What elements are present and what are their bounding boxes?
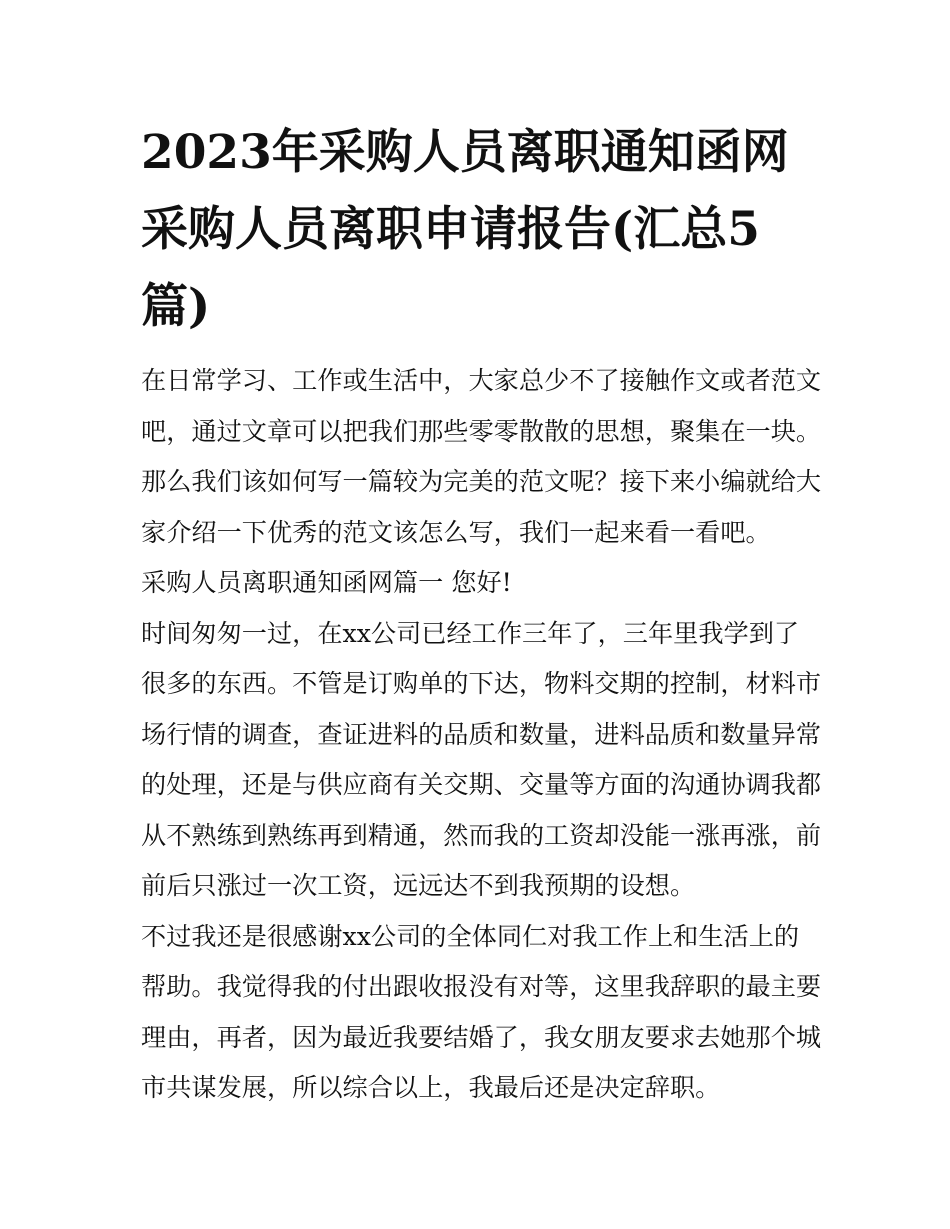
text-line: 不过我还是很感谢xx公司的全体同仁对我工作上和生活上的: [141, 921, 800, 951]
document-body: [141, 356, 821, 1114]
text-line: 市共谋发展，所以综合以上，我最后还是决定辞职。: [141, 1073, 721, 1102]
text-line: 前后只涨过一次工资，远远达不到我预期的设想。: [141, 871, 696, 900]
text-line: 吧，通过文章可以把我们那些零零散散的思想，聚集在一块。: [141, 416, 822, 446]
text-line: 那么我们该如何写一篇较为完美的范文呢？接下来小编就给大: [141, 467, 822, 496]
text-line: 帮助。我觉得我的付出跟收报没有对等，这里我辞职的最主要: [141, 972, 822, 1001]
body-paragraph: [141, 609, 821, 912]
text-line: 在日常学习、工作或生活中，大家总少不了接触作文或者范文: [141, 366, 822, 395]
title-line: 篇): [141, 279, 211, 334]
text-line: 场行情的调查，查证进料的品质和数量，进料品质和数量异常: [141, 719, 822, 749]
text-line: 家介绍一下优秀的范文该怎么写，我们一起来看一看吧。: [141, 517, 771, 547]
section-heading-paragraph: [141, 558, 821, 609]
text-line: 的处理，还是与供应商有关交期、交量等方面的沟通协调我都: [141, 770, 822, 799]
text-line: 理由，再者，因为最近我要结婚了，我女朋友要求去她那个城: [141, 1022, 822, 1052]
text-line: 很多的东西。不管是订购单的下达，物料交期的控制，材料市: [141, 669, 822, 698]
text-line: 从不熟练到熟练再到精通，然而我的工资却没能一涨再涨，前: [141, 820, 822, 850]
body-paragraph: [141, 912, 821, 1114]
title-line: 2023年采购人员离职通知函网: [141, 125, 789, 180]
document-title: [141, 114, 811, 345]
intro-paragraph: [141, 356, 821, 558]
title-line: 采购人员离职申请报告(汇总5: [141, 202, 760, 257]
text-line: 时间匆匆一过，在xx公司已经工作三年了，三年里我学到了: [141, 618, 800, 648]
text-line: 采购人员离职通知函网篇一 您好!: [141, 568, 512, 597]
